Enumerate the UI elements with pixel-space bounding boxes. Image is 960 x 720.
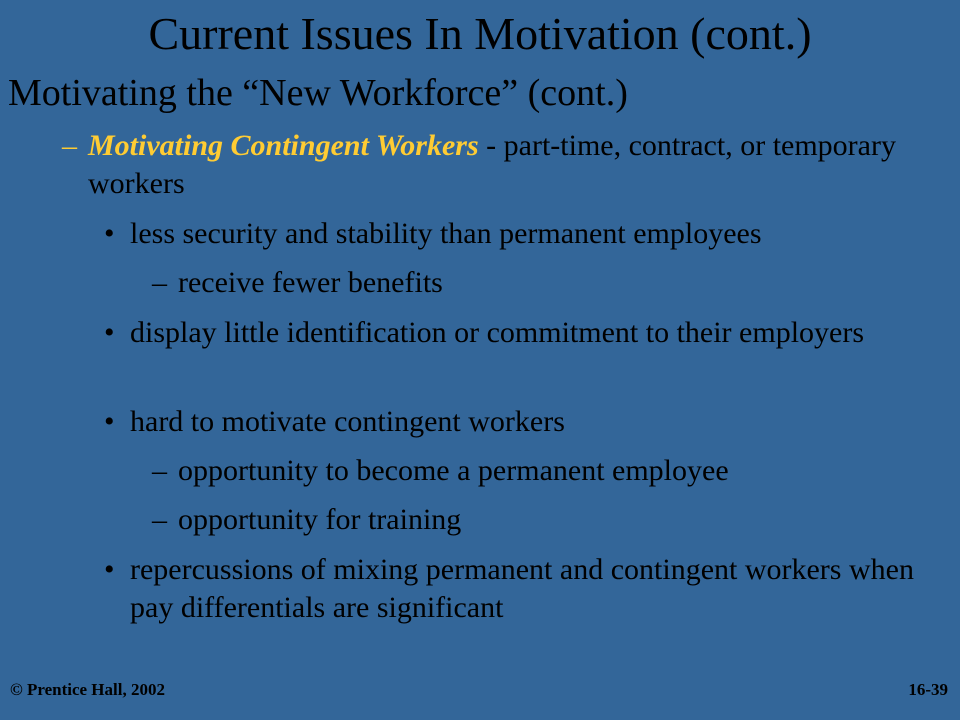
bullet-text: display little identification or commitment to their employers [130, 316, 865, 349]
bullet-item [104, 551, 924, 627]
bullet-text: less security and stability than permanent employees [130, 217, 762, 250]
sub-item-text: receive fewer benefits [178, 266, 443, 299]
bullet-marker: • [104, 217, 115, 250]
dash-marker: – [152, 454, 167, 487]
sub-item [152, 264, 932, 302]
bullet-marker: • [104, 553, 115, 586]
bullet-marker: • [104, 316, 115, 349]
bullet-item [104, 314, 924, 352]
copyright-footer: © Prentice Hall, 2002 [10, 680, 165, 699]
bullet-item [104, 403, 924, 441]
bullet-marker: • [104, 405, 115, 438]
sub-item-text: opportunity to become a permanent employee [178, 454, 729, 487]
dash-marker: – [152, 503, 167, 536]
bullet-text: repercussions of mixing permanent and contingent workers when pay differentials are significant [130, 553, 914, 624]
sub-item [152, 501, 932, 539]
subsection-description: - part-time, contract, or temporary workers [88, 129, 896, 200]
bullet-text: hard to motivate contingent workers [130, 405, 565, 438]
bullet-item [104, 215, 924, 253]
slide-number: 16-39 [908, 680, 948, 699]
subsection-text [88, 127, 942, 203]
sub-item [152, 452, 932, 490]
highlighted-term: Motivating Contingent Workers [88, 129, 479, 162]
subsection-item [62, 127, 942, 203]
section-heading: Motivating the “New Workforce” (cont.) [8, 72, 628, 114]
slide-title: Current Issues In Motivation (cont.) [148, 8, 812, 59]
dash-marker: – [152, 266, 167, 299]
sub-item-text: opportunity for training [178, 503, 462, 536]
dash-marker: – [62, 129, 77, 162]
